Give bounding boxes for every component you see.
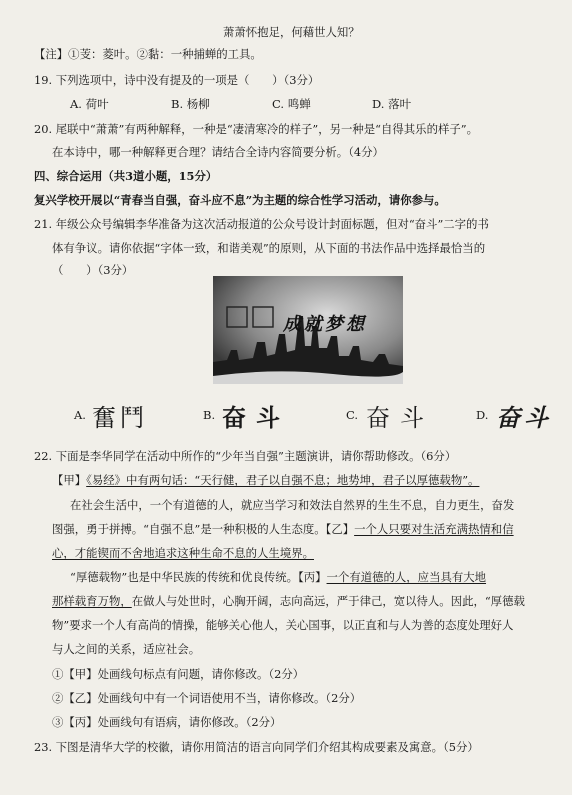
passage-p2-line4: 与人之间的关系，适应社会。 (52, 642, 201, 656)
cover-banner-image (213, 276, 403, 384)
sub-question-1: ①【甲】处画线句标点有问题，请你修改。（2分） (52, 667, 305, 681)
sub-question-3: ③【丙】处画线句有语病，请你修改。（2分） (52, 715, 282, 729)
q19-option-c: C. 鸣蝉 (272, 97, 311, 111)
bing-underlined-sentence-end: 那样载育万物， (52, 594, 132, 608)
q19-option-b: B. 杨柳 (171, 97, 210, 111)
p2-line1-text: “厚德载物”也是中华民族的传统和优良传统。【丙】 (70, 570, 327, 584)
activity-intro: 复兴学校开展以“青春当自强，奋斗应不息”为主题的综合性学习活动，请你参与。 (34, 193, 446, 207)
passage-p2-line1 (70, 569, 486, 585)
p1-line2-text: 图强，勇于拼搏。“自强不息”是一种积极的人生态度。【乙】 (52, 522, 355, 536)
passage-p2-line3: 物”要求一个人有高尚的情操，能够关心他人，关心国事，以正直和与人为善的态度处理好人 (52, 618, 514, 632)
calligraphy-option-c-letter: C. (346, 408, 359, 422)
bing-underlined-sentence-start: 一个有道德的人，应当具有大地 (326, 570, 487, 584)
calligraphy-option-d-letter: D. (476, 408, 489, 422)
passage-jia-line (52, 472, 479, 488)
calligraphy-option-a-letter: A. (74, 408, 86, 422)
banner-title: 成就梦想 (283, 314, 367, 335)
yi-underlined-sentence-end: 心，才能锲而不舍地追求这种生命不息的人生境界。 (52, 546, 314, 560)
sub-question-2: ②【乙】处画线句中有一个词语使用不当，请你修改。（2分） (52, 691, 362, 705)
passage-p1-line2 (52, 521, 514, 537)
q19-option-a: A. 荷叶 (70, 97, 109, 111)
passage-p2-line2 (52, 593, 525, 609)
question-23: 23. 下图是清华大学的校徽，请你用简洁的语言向同学们介绍其构成要素及寓意。（5分） (34, 740, 479, 754)
question-19: 19. 下列选项中，诗中没有提及的一项是（ ）（3分） (34, 73, 320, 87)
p2-line2-text: 在做人与处世时，心胸开阔，志向高远，严于律己，宽以待人。因此，“厚德载 (131, 594, 525, 608)
poem-line: 萧萧怀抱足，何藉世人知？ (223, 25, 360, 39)
calligraphy-option-b-glyph: 奋斗 (222, 403, 290, 432)
passage-p1-line1: 在社会生活中，一个有道德的人，就应当学习和效法自然界的生生不息，自力更生，奋发 (70, 498, 515, 512)
q19-option-d: D. 落叶 (372, 97, 412, 111)
calligraphy-option-d-glyph: 奋斗 (496, 403, 552, 432)
calligraphy-option-a-glyph: 奮鬥 (92, 404, 148, 432)
question-20-line2: 在本诗中，哪一种解释更合理？请结合全诗内容简要分析。（4分） (52, 145, 384, 159)
calligraphy-option-b-letter: B. (203, 408, 216, 422)
question-22-line1: 22. 下面是李华同学在活动中所作的“少年当自强”主题演讲，请你帮助修改。（6分） (34, 449, 457, 463)
jia-underlined-sentence: 《易经》中有两句话：“天行健，君子以自强不息；地势坤，君子以厚德载物”。 (86, 473, 480, 487)
jia-label: 【甲】 (52, 473, 87, 487)
question-21-line1: 21. 年级公众号编辑李华准备为这次活动报道的公众号设计封面标题，但对“奋斗”二字的书 (34, 217, 489, 231)
calligraphy-option-c-glyph: 奋斗 (366, 404, 434, 432)
yi-underlined-sentence-start: 一个人只要对生活充满热情和信 (354, 522, 514, 536)
section-4-heading: 四、综合运用（共3道小题，15分） (34, 169, 218, 183)
question-21-line2: 体有争议。请你依据“字体一致，和谐美观”的原则，从下面的书法作品中选择最恰当的 (52, 241, 486, 255)
question-20-line1: 20. 尾联中“萧萧”有两种解释，一种是“凄清寒冷的样子”，另一种是“自得其乐的样子”。 (34, 122, 478, 136)
poem-note: 【注】①芰：菱叶。②黏：一种捕蝉的工具。 (34, 47, 262, 61)
question-21-line3: （ ）（3分） (52, 263, 134, 277)
